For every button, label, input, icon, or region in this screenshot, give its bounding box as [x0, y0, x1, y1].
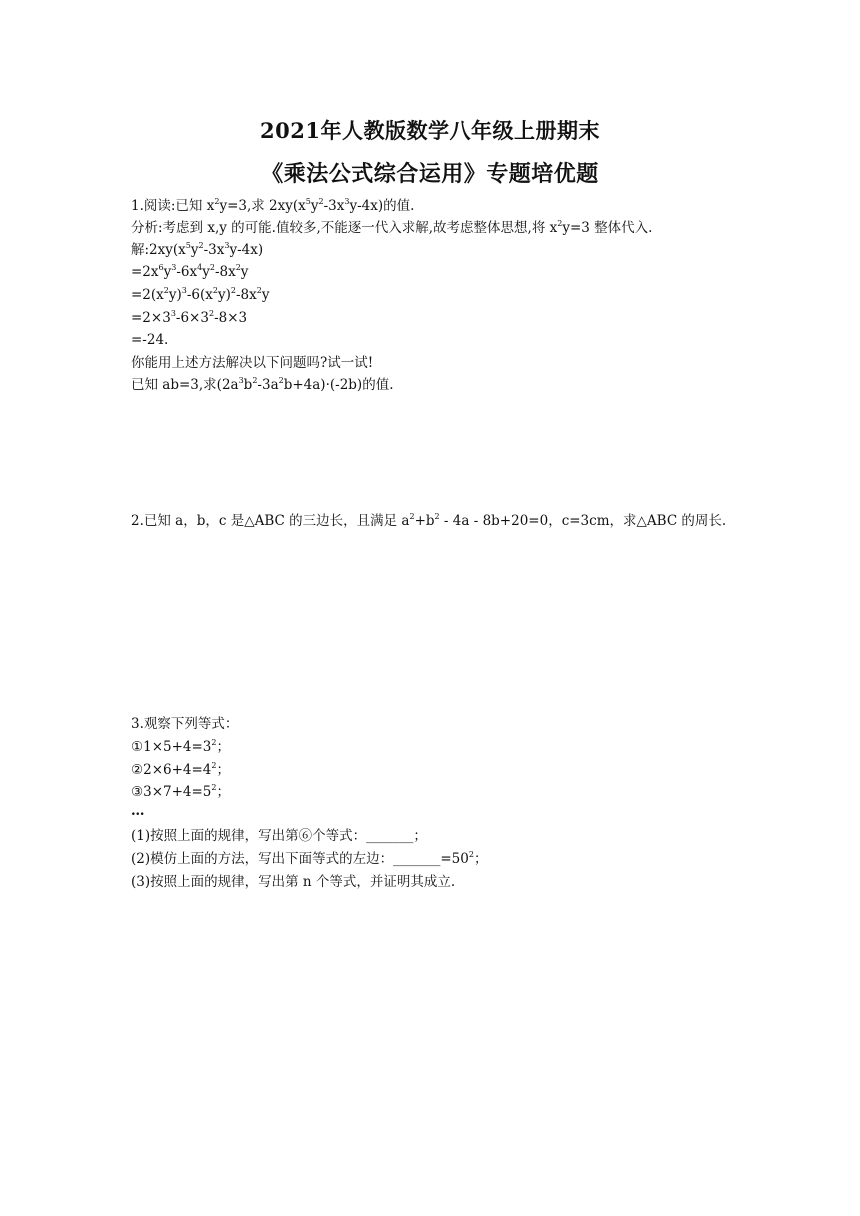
- q1-solution-line-5: =-24.: [131, 332, 169, 348]
- q1-solution-line-2: $=2x^6y^3-6x^4y^2-8x^2y$: [131, 263, 249, 280]
- q3-ellipsis: …: [131, 803, 145, 819]
- q3-part-3: (3)按照上面的规律，写出第 n 个等式，并证明其成立.: [131, 874, 456, 890]
- document-subtitle: 《乘法公式综合运用》专题培优题: [261, 161, 599, 187]
- q1-solution-line-3: $=2(x^2y)^3-6(x^2y)^2-8x^2y$: [131, 286, 270, 303]
- q2-question: 2.已知 a，b，c 是△ABC 的三边长，且满足 $a^2+b^2 - 4a - 8b+20=0$，c=3cm，求△ABC 的周长.: [131, 512, 727, 529]
- q3-part-1: (1)按照上面的规律，写出第⑥个等式：_______；: [131, 828, 427, 844]
- q3-part-2: (2)模仿上面的方法，写出下面等式的左边：$\_\_\_\_\_\_\_=50^2$；: [131, 850, 488, 867]
- q3-equation-2: $②2\times 6+4=4^2$；: [131, 761, 230, 778]
- q3-heading: 3.观察下列等式：: [131, 716, 239, 732]
- q3-equation-1: $①1\times 5+4=3^2$；: [131, 738, 230, 755]
- q1-task: 已知 ab=3,求$(2a^3b^2-3a^2b+4a)\cdot(-2b)$的值.: [131, 376, 394, 393]
- q3-equation-3: $③3\times 7+4=5^2$；: [131, 783, 230, 800]
- q1-prompt: 你能用上述方法解决以下问题吗?试一试!: [131, 355, 374, 371]
- q1-intro: 1.阅读:已知 $x^2y=3$,求 $2xy(x^5y^2-3x^3y-4x)$的值.: [131, 197, 415, 214]
- q1-analysis: 分析:考虑到 x,y 的可能.值较多,不能逐一代入求解,故考虑整体思想,将 $x^2y=3$ 整体代入.: [131, 219, 653, 236]
- q1-solution-line-1: 解$:2xy(x^5y^2-3x^3y-4x)$: [131, 241, 264, 258]
- document-title: 2021年人教版数学八年级上册期末: [260, 118, 600, 143]
- q1-solution-line-4: $=2\times 3^3-6\times 3^2-8\times 3$: [131, 309, 248, 326]
